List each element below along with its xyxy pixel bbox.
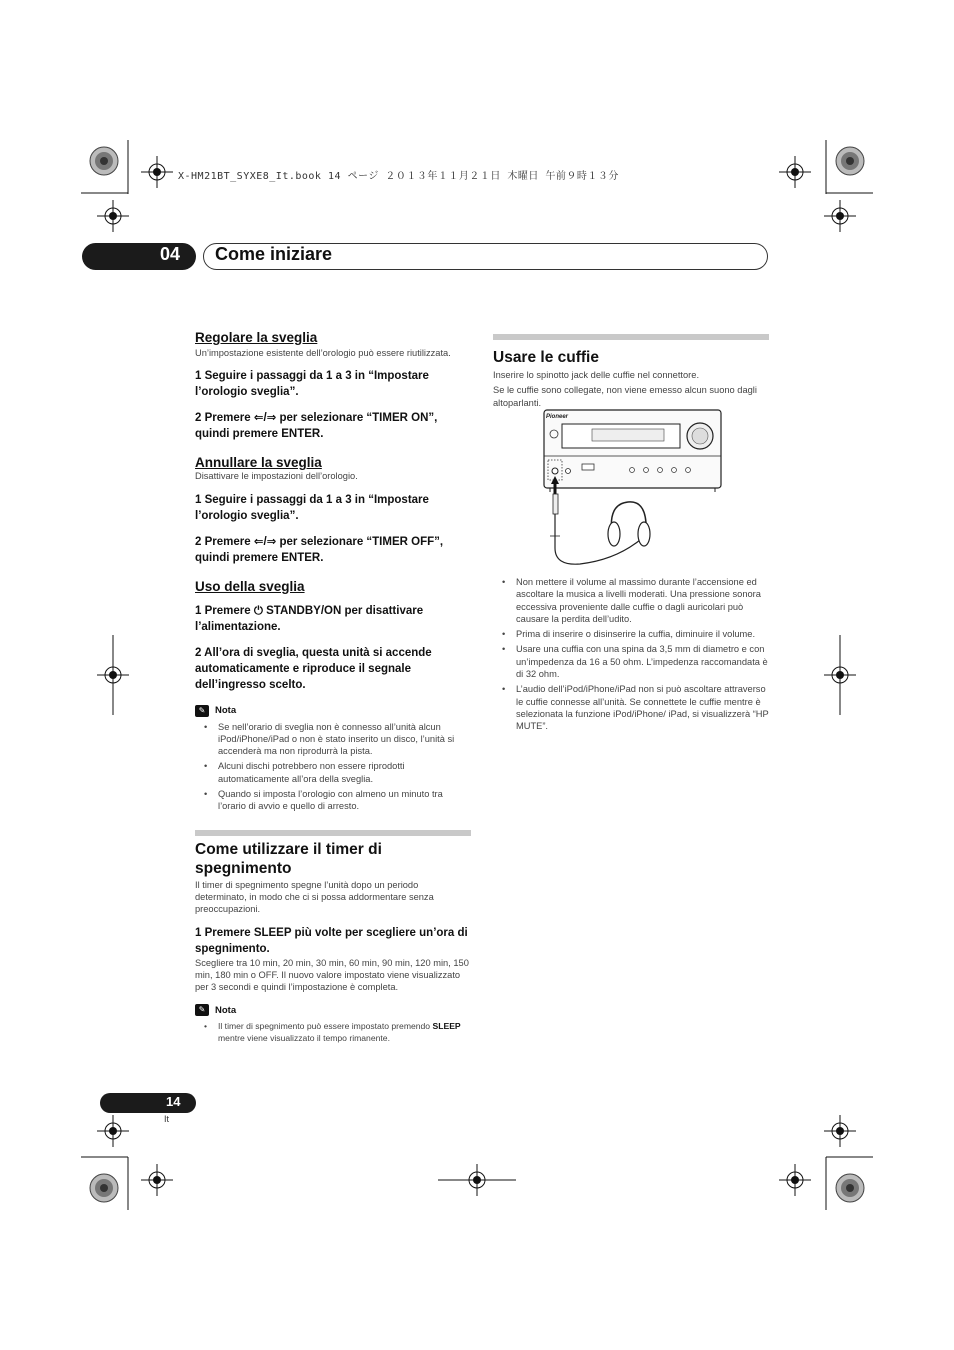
- step-1: 1 Seguire i passaggi da 1 a 3 in “Impostare l’orologio sveglia”.: [195, 493, 429, 522]
- step-desc: Scegliere tra 10 min, 20 min, 30 min, 60 min, 90 min, 120 min, 150 min, 180 min o OFF. Il nuovo valore impostato viene visualizzato per 3 secondi e quindi l’impostazione è completa.: [195, 957, 469, 993]
- sleep-keyword: SLEEP: [432, 1021, 461, 1032]
- list-item: • Prima di inserire o disinserire la cuffia, diminuire il volume.: [502, 629, 756, 640]
- right-column: [493, 334, 769, 409]
- section-desc: Disattivare le impostazioni dell’orologio.: [195, 471, 358, 482]
- list-item: • Alcuni dischi potrebbero non essere riprodotti automaticamente all’ora della sveglia.: [204, 761, 405, 784]
- section-desc: Il timer di spegnimento spegne l’unità dopo un periodo determinato, in modo che ci si possa addormentare senza preoccupazioni.: [195, 879, 434, 915]
- step-2: 2 Premere ⇐/⇒ per selezionare “TIMER ON”, quindi premere ENTER.: [195, 412, 438, 441]
- step-1: 1 Premere SLEEP più volte per scegliere un’ora di spegnimento.: [195, 926, 468, 955]
- section-title-cuffie: Usare le cuffie: [493, 349, 599, 366]
- section-bar: [493, 334, 769, 340]
- step-1: 1 Seguire i passaggi da 1 a 3 in “Impostare l’orologio sveglia”.: [195, 370, 429, 399]
- nota-header: [195, 1004, 471, 1016]
- step-1: 1 Premere ⏻ STANDBY/ON per disattivare l’alimentazione.: [195, 604, 424, 633]
- step-2: 2 Premere ⇐/⇒ per selezionare “TIMER OFF”, quindi premere ENTER.: [195, 535, 444, 564]
- step-2: 2 All’ora di sveglia, questa unità si accende automaticamente e riproduce il segnale dell’ingresso scelto.: [195, 646, 432, 691]
- headphone-notes: [502, 576, 770, 736]
- page-language: It: [164, 1114, 170, 1124]
- device-brand: Pioneer: [546, 414, 569, 420]
- section-title-timer: Come utilizzare il timer di spegnimento: [195, 840, 382, 877]
- section-title-regolare: Regolare la sveglia: [195, 330, 318, 345]
- list-item: • Il timer di spegnimento può essere impostato premendo SLEEP mentre viene visualizzato il tempo rimanente.: [204, 1021, 461, 1044]
- nota-header: [195, 705, 471, 717]
- section-desc: Un’impostazione esistente dell’orologio può essere riutilizzata.: [195, 348, 451, 358]
- headphone-connection-illustration: [540, 408, 725, 570]
- chapter-number: 04: [160, 244, 181, 264]
- page-number: 14: [166, 1094, 181, 1109]
- nota-label: Nota: [215, 1004, 237, 1016]
- section-bar: [195, 830, 471, 836]
- section-title-annullare: Annullare la sveglia: [195, 455, 322, 471]
- note-icon: ✎: [195, 705, 209, 717]
- left-column: [195, 330, 471, 1047]
- list-item: • Usare una cuffia con una spina da 3,5 mm di diametro e con un’impedenza da 16 a 50 ohm. L’impedenza raccomandata è di 32 ohm.: [502, 644, 768, 680]
- section-desc: Se le cuffie sono collegate, non viene emesso alcun suono dagli altoparlanti.: [493, 385, 757, 408]
- list-item: • Se nell’orario di sveglia non è connesso all’unità alcun iPod/iPhone/iPad o non è stato inserito un disco, l’unità si accenderà ma non riprodurrà la pista.: [204, 721, 455, 757]
- note-icon: ✎: [195, 1004, 209, 1016]
- nota-label: Nota: [215, 705, 237, 717]
- print-header: X-HM21BT_SYXE8_It.book 14 ページ ２０１３年１１月２１日 木曜日 午前９時１３分: [178, 171, 619, 182]
- nota-list: [204, 721, 471, 813]
- section-title-uso: Uso della sveglia: [195, 578, 305, 594]
- nota-list: [204, 1020, 471, 1044]
- page-number-tab: [100, 1093, 196, 1113]
- chapter-title: Come iniziare: [215, 244, 333, 264]
- list-item: • Non mettere il volume al massimo durante l’accensione ed ascoltare la musica a livelli moderati. Una pressione sonora eccessiva proveniente dalle cuffie o dagli auricolari può causare la perdita dell’udito.: [502, 577, 761, 624]
- list-item: • L’audio dell’iPod/iPhone/iPad non si può ascoltare attraverso le cuffie connesse all’unità. Se connettete le cuffie mentre è selezionata la funzione iPod/iPhone/ iPad, si visualizzerà “HP MUTE”.: [502, 684, 769, 732]
- list-item: • Quando si imposta l’orologio con almeno un minuto tra l’orario di avvio e quello di arresto.: [204, 789, 443, 812]
- section-desc: Inserire lo spinotto jack delle cuffie nel connettore.: [493, 370, 700, 380]
